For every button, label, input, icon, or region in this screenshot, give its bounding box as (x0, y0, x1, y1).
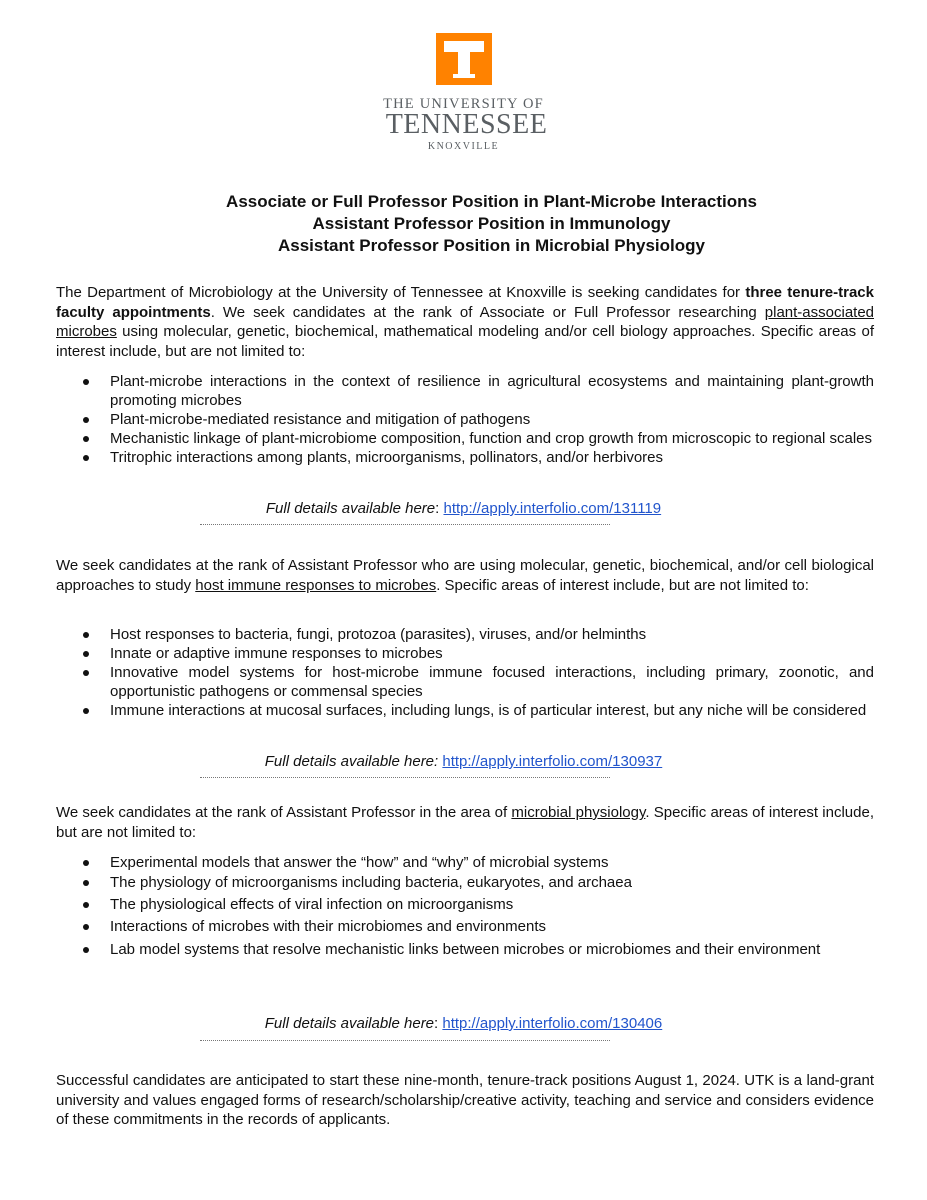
bullet-icon (83, 880, 89, 886)
logo-text-line2: TENNESSEE (385, 109, 548, 140)
power-t-logo-icon (436, 33, 492, 85)
details-separator: : (435, 500, 444, 517)
bullet-icon (83, 860, 89, 866)
list-item: Plant-microbe-mediated resistance and mitigation of pathogens (56, 410, 874, 429)
list-item: Mechanistic linkage of plant-microbiome composition, function and crop growth from microscopic to regional scales (56, 429, 874, 448)
list-item: Lab model systems that resolve mechanistic links between microbes or microbiomes and their environment (56, 939, 874, 961)
bullet-icon (83, 651, 89, 657)
immunology-interest-list (56, 625, 874, 720)
details-link-130406[interactable]: http://apply.interfolio.com/130406 (442, 1015, 663, 1032)
intro-text-1: The Department of Microbiology at the University of Tennessee at Knoxville is seeking candidates for (56, 284, 746, 301)
details-line-1 (0, 499, 927, 518)
university-logo (0, 33, 927, 153)
intro-text-3: using molecular, genetic, biochemical, mathematical modeling and/or cell biology approaches. Specific areas of interest include, but are not limited to: (56, 323, 874, 360)
details-separator: : (434, 1015, 443, 1032)
list-item: Experimental models that answer the “how” and “why” of microbial systems (56, 853, 874, 872)
list-item: Interactions of microbes with their microbiomes and environments (56, 917, 874, 936)
list-item: Innovative model systems for host-microbe immune focused interactions, including primary, zoonotic, and opportunistic pathogens or commensal species (56, 663, 874, 701)
list-item: Immune interactions at mucosal surfaces, including lungs, is of particular interest, but any niche will be considered (56, 701, 874, 720)
bullet-icon (83, 436, 89, 442)
bullet-icon (83, 379, 89, 385)
divider (200, 777, 610, 778)
list-item: The physiological effects of viral infection on microorganisms (56, 895, 874, 914)
details-line-3 (0, 1014, 927, 1033)
logo-text-line1: THE UNIVERSITY OF (383, 96, 544, 112)
physiology-paragraph (56, 803, 874, 842)
plant-microbe-interest-list (56, 372, 874, 467)
details-line-2 (0, 752, 927, 771)
bullet-icon (83, 924, 89, 930)
divider (200, 524, 610, 525)
physiology-interest-list (56, 853, 874, 961)
immunology-underline: host immune responses to microbes (195, 576, 437, 594)
details-link-131119[interactable]: http://apply.interfolio.com/131119 (443, 500, 662, 517)
divider (200, 1040, 610, 1041)
immunology-text-1: We seek candidates at the rank of Assistant Professor who are using molecular, genetic, biochemical, and/or cell biological approaches to study (56, 557, 874, 594)
details-link-130937[interactable]: http://apply.interfolio.com/130937 (442, 753, 663, 770)
list-item: Plant-microbe interactions in the context of resilience in agricultural ecosystems and maintaining plant-growth promoting microbes (56, 372, 874, 410)
intro-bold-appointments: three tenure-track faculty appointments (56, 284, 874, 321)
intro-text-2: . We seek candidates at the rank of Associate or Full Professor researching (210, 303, 765, 321)
details-label: Full details available here (264, 1015, 435, 1032)
physiology-text-2: . Specific areas of interest include, but are not limited to: (56, 804, 874, 841)
physiology-text-1: We seek candidates at the rank of Assistant Professor in the area of (56, 804, 512, 821)
logo-text-line3: KNOXVILLE (427, 141, 500, 152)
list-item: The physiology of microorganisms including bacteria, eukaryotes, and archaea (56, 873, 874, 892)
title-plant-microbe: Associate or Full Professor Position in Plant-Microbe Interactions (226, 192, 757, 211)
details-label: Full details available here (265, 500, 436, 517)
list-item: Tritrophic interactions among plants, microorganisms, pollinators, and/or herbivores (56, 448, 874, 467)
bullet-icon (83, 417, 89, 423)
list-item: Innate or adaptive immune responses to microbes (56, 644, 874, 663)
immunology-text-2: . Specific areas of interest include, but are not limited to: (436, 576, 809, 594)
intro-paragraph (56, 283, 874, 361)
intro-underline-plant-microbes: plant-associated microbes (56, 303, 875, 340)
bullet-icon (83, 632, 89, 638)
immunology-paragraph (56, 556, 874, 595)
bullet-icon (83, 902, 89, 908)
list-item: Host responses to bacteria, fungi, protozoa (parasites), viruses, and/or helminths (56, 625, 874, 644)
title-microbial-physiology: Assistant Professor Position in Microbial Physiology (278, 236, 705, 255)
closing-paragraph: Successful candidates are anticipated to start these nine-month, tenure-track positions August 1, 2024. UTK is a land-grant university and values engaged forms of research/scholarship/creative activity, teaching and service and considers evidence of these commitments in the records of applicants. (56, 1072, 874, 1128)
bullet-icon (83, 708, 89, 714)
bullet-icon (83, 947, 89, 953)
title-immunology: Assistant Professor Position in Immunology (312, 214, 671, 233)
bullet-icon (83, 670, 89, 676)
position-titles (0, 191, 927, 257)
details-label: Full details available here: (264, 753, 439, 770)
physiology-underline: microbial physiology (511, 804, 646, 821)
bullet-icon (83, 455, 89, 461)
